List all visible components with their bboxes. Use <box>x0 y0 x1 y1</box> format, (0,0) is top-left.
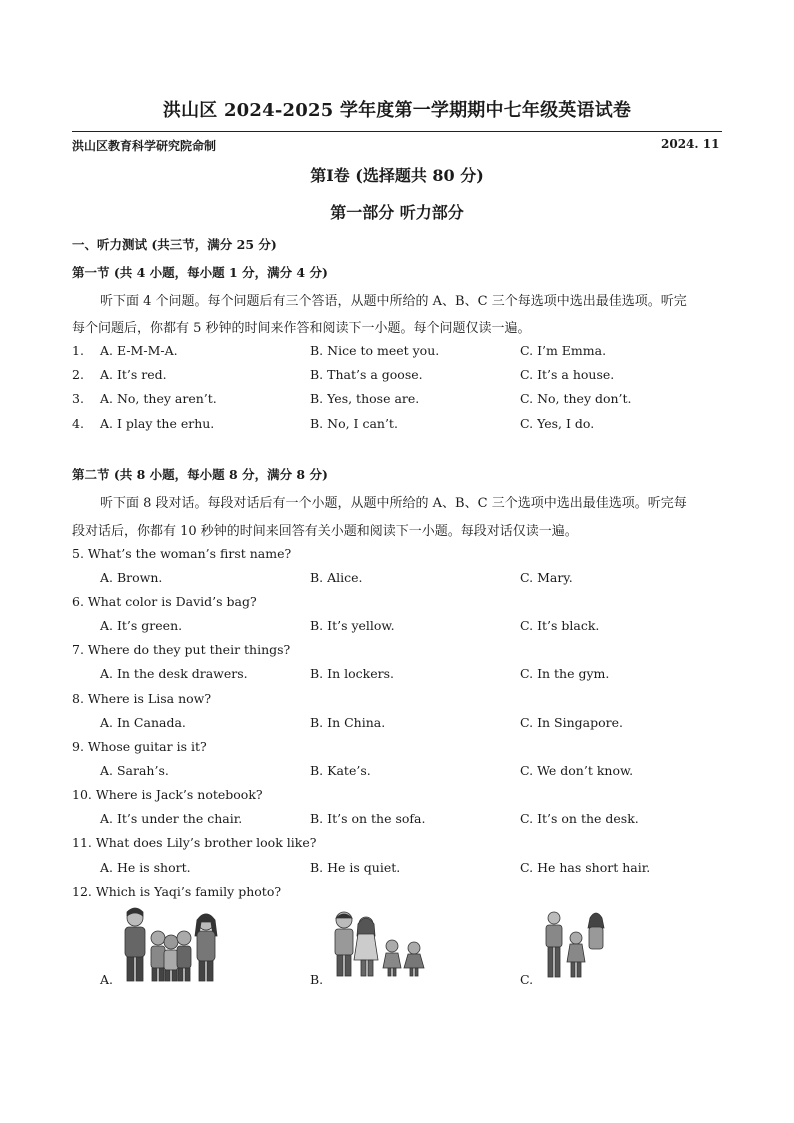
q7-stem: 7. Where do they put their things? <box>72 642 291 657</box>
q6-option-b: B. It’s yellow. <box>310 618 395 633</box>
q11-option-a: A. He is short. <box>100 860 191 875</box>
q2-option-c: C. It’s a house. <box>520 367 615 382</box>
sec1-instructions-line1: 听下面 4 个问题。每个问题后有三个答语，从题中所给的 A、B、C 三个每选项中选出最佳选项。听完 <box>100 294 687 309</box>
sec1-instructions-line2: 每个问题后，你都有 5 秒钟的时间来作答和阅读下一小题。每个问题仅读一遍。 <box>72 321 531 336</box>
q11-option-c: C. He has short hair. <box>520 860 651 875</box>
q1-option-b: B. Nice to meet you. <box>310 343 440 358</box>
q11-option-b: B. He is quiet. <box>310 860 401 875</box>
q7-option-c: C. In the gym. <box>520 666 610 681</box>
q3-option-c: C. No, they don’t. <box>520 391 632 406</box>
sec1-heading: 第一节 (共 4 小题，每小题 1 分，满分 4 分) <box>72 265 328 280</box>
q7-option-a: A. In the desk drawers. <box>100 666 248 681</box>
exam-title: 洪山区 2024-2025 学年度第一学期期中七年级英语试卷 <box>162 100 632 121</box>
q3-number: 3. <box>72 391 84 406</box>
q12-option-c: C. <box>520 972 534 987</box>
sec2-instructions-line1: 听下面 8 段对话。每段对话后有一个小题，从题中所给的 A、B、C 三个选项中选出最佳选项。听完每 <box>100 496 687 511</box>
q4-option-a: A. I play the erhu. <box>100 416 215 431</box>
q6-option-c: C. It’s black. <box>520 618 600 633</box>
q5-stem: 5. What’s the woman’s first name? <box>72 546 292 561</box>
q6-option-a: A. It’s green. <box>100 618 183 633</box>
q11-stem: 11. What does Lily’s brother look like? <box>72 835 317 850</box>
q12-stem: 12. Which is Yaqi’s family photo? <box>72 884 282 899</box>
q9-option-a: A. Sarah’s. <box>100 763 169 778</box>
q4-option-c: C. Yes, I do. <box>520 416 595 431</box>
family-photo-a-icon <box>113 906 225 984</box>
q2-option-a: A. It’s red. <box>100 367 167 382</box>
q7-option-b: B. In lockers. <box>310 666 394 681</box>
header-rule <box>72 131 722 132</box>
q2-option-b: B. That’s a goose. <box>310 367 423 382</box>
q10-option-c: C. It’s on the desk. <box>520 811 639 826</box>
volume-title: 第Ⅰ卷 (选择题共 80 分) <box>310 166 484 185</box>
q3-option-a: A. No, they aren’t. <box>100 391 217 406</box>
q10-option-b: B. It’s on the sofa. <box>310 811 426 826</box>
family-photo-c-icon <box>540 908 614 980</box>
q5-option-a: A. Brown. <box>100 570 163 585</box>
q4-option-b: B. No, I can’t. <box>310 416 398 431</box>
q2-number: 2. <box>72 367 84 382</box>
q8-option-c: C. In Singapore. <box>520 715 623 730</box>
q9-stem: 9. Whose guitar is it? <box>72 739 207 754</box>
q8-option-a: A. In Canada. <box>100 715 186 730</box>
sec2-instructions-line2: 段对话后，你都有 10 秒钟的时间来回答有关小题和阅读下一小题。每段对话仅读一遍。 <box>72 524 578 539</box>
q10-stem: 10. Where is Jack’s notebook? <box>72 787 263 802</box>
sec2-heading: 第二节 (共 8 小题，每小题 8 分，满分 8 分) <box>72 467 328 482</box>
q5-option-b: B. Alice. <box>310 570 363 585</box>
part-title: 第一部分 听力部分 <box>330 203 464 222</box>
issuer: 洪山区教育科学研究院命制 <box>72 139 217 153</box>
q9-option-b: B. Kate’s. <box>310 763 371 778</box>
q1-option-c: C. I’m Emma. <box>520 343 607 358</box>
family-photo-b-icon <box>330 910 436 978</box>
section-heading: 一、听力测试 (共三节，满分 25 分) <box>72 237 277 252</box>
q4-number: 4. <box>72 416 84 431</box>
q6-stem: 6. What color is David’s bag? <box>72 594 257 609</box>
q12-option-b: B. <box>310 972 324 987</box>
q1-number: 1. <box>72 343 84 358</box>
q10-option-a: A. It’s under the chair. <box>100 811 243 826</box>
q3-option-b: B. Yes, those are. <box>310 391 420 406</box>
q12-option-a: A. <box>100 972 114 987</box>
q1-option-a: A. E-M-M-A. <box>100 343 178 358</box>
q9-option-c: C. We don’t know. <box>520 763 634 778</box>
q8-option-b: B. In China. <box>310 715 386 730</box>
q8-stem: 8. Where is Lisa now? <box>72 691 212 706</box>
exam-date: 2024. 11 <box>661 137 720 151</box>
q5-option-c: C. Mary. <box>520 570 573 585</box>
